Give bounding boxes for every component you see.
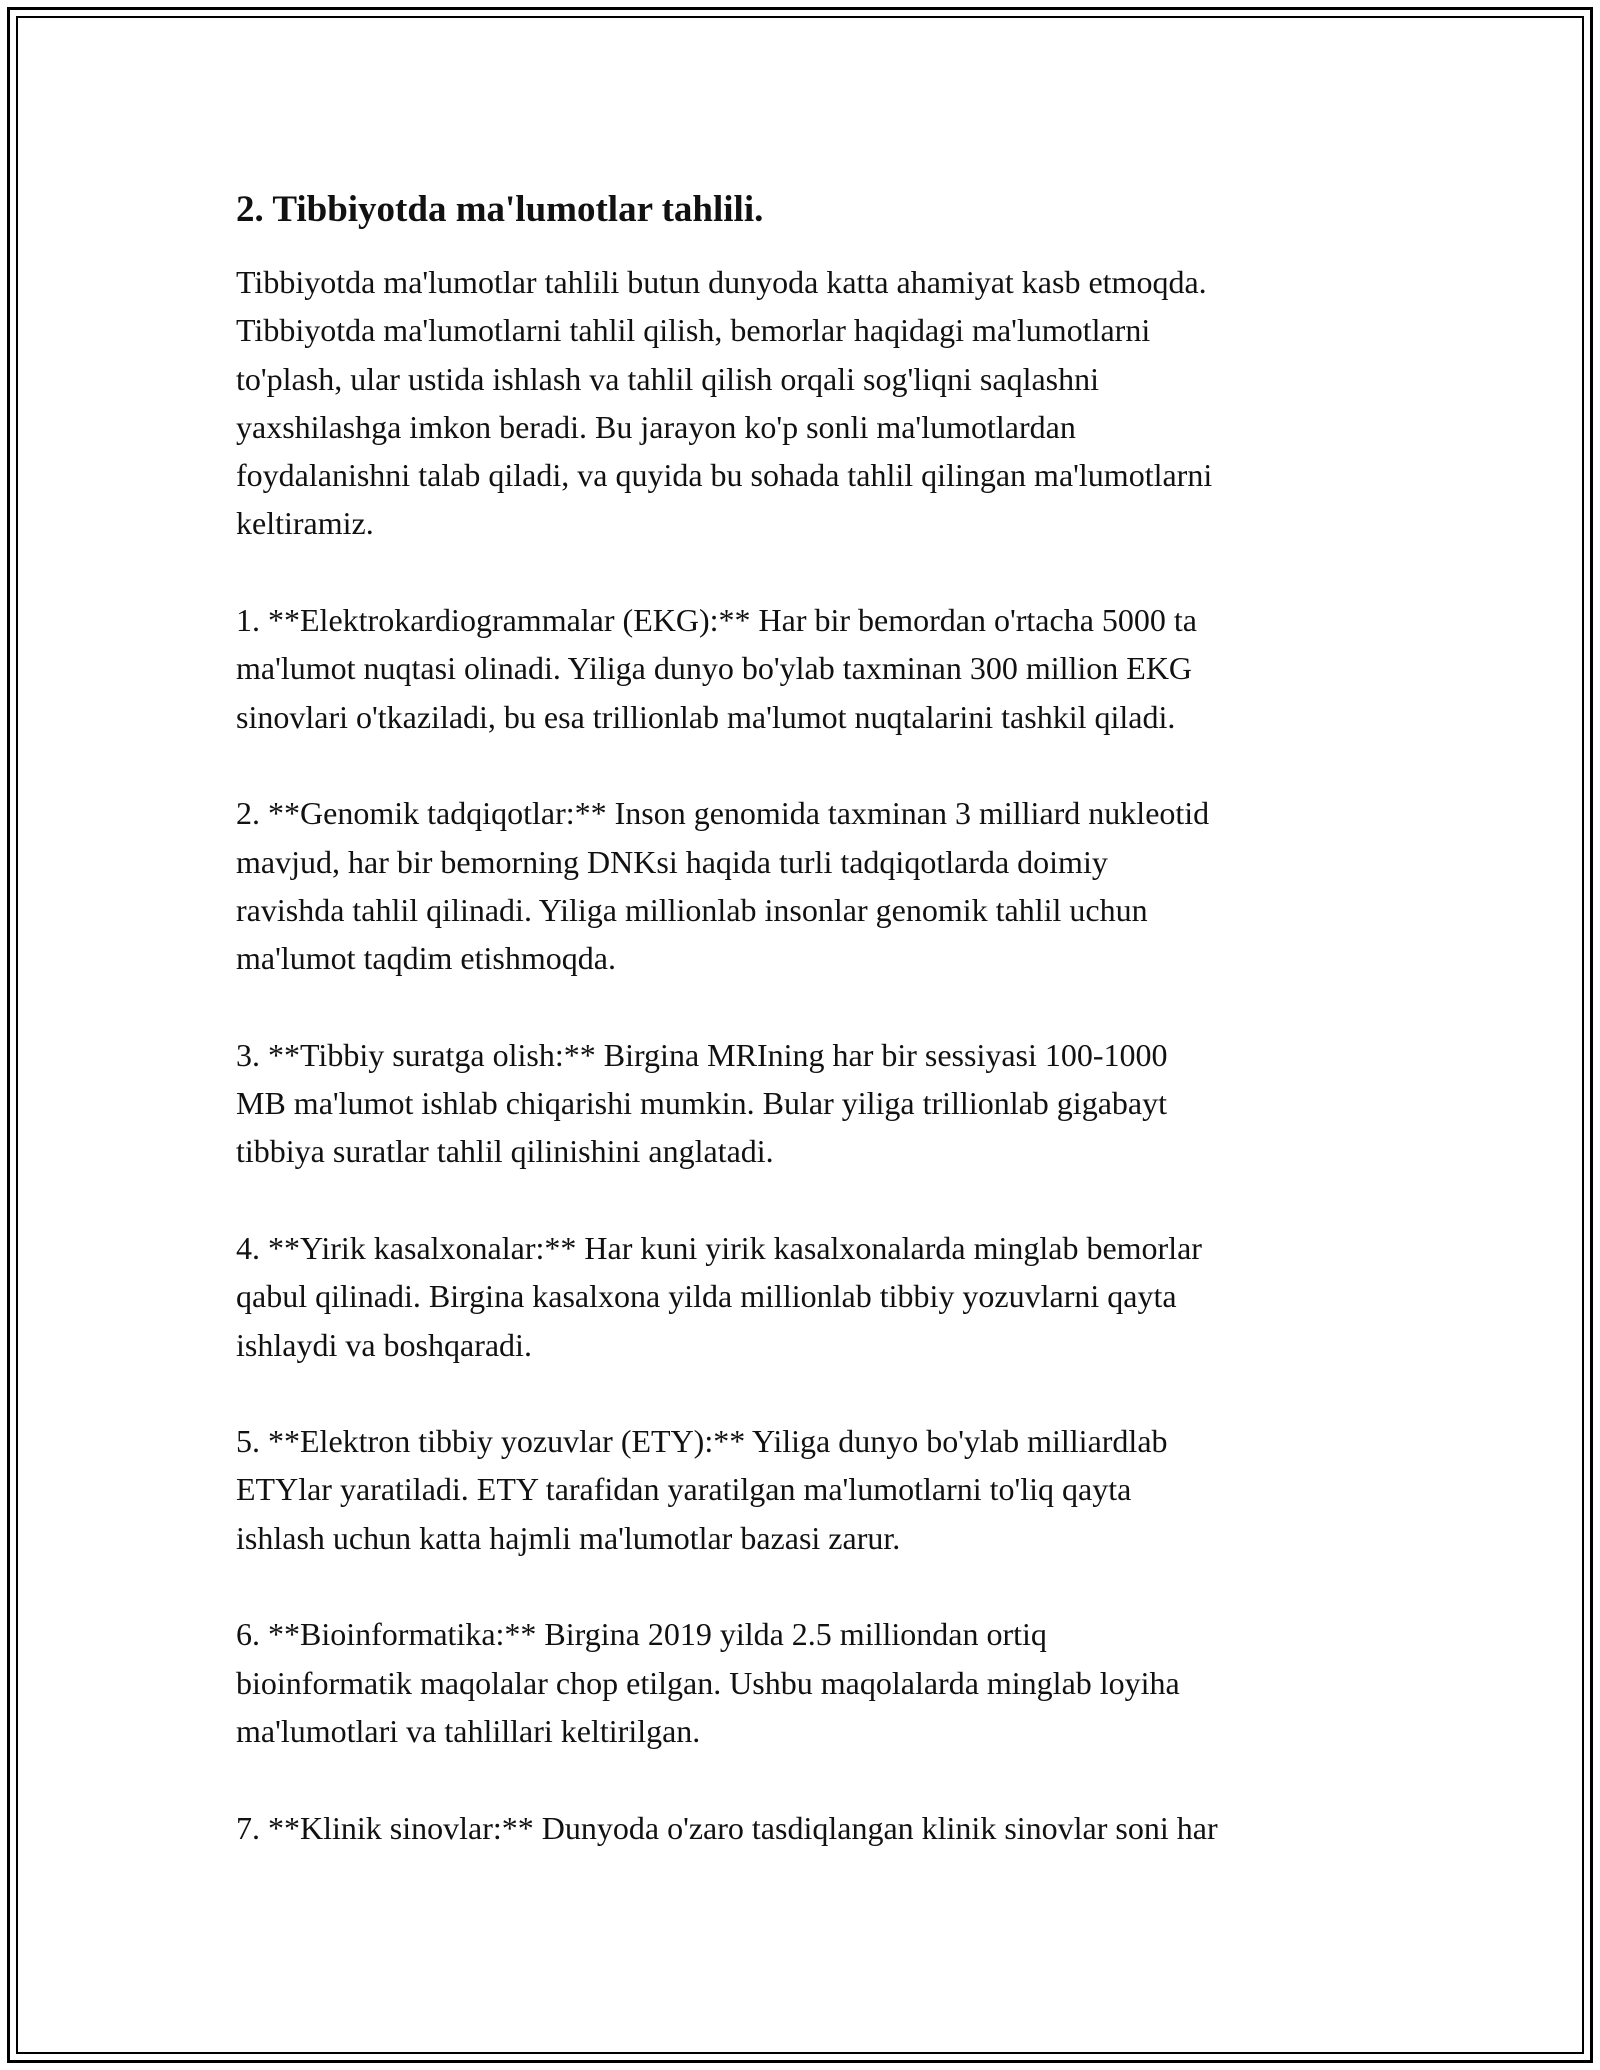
list-item-klinik-sinovlar (236, 1804, 1376, 1852)
list-item-line: ma'lumot nuqtasi olinadi. Yiliga dunyo bo'ylab taxminan 300 million EKG (236, 650, 1193, 687)
list-item-suratga-olish (236, 1031, 1376, 1176)
list-item-bioinformatika (236, 1610, 1376, 1755)
list-item-line: 2. **Genomik tadqiqotlar:** Inson genomida taxminan 3 milliard nukleotid (236, 795, 1210, 832)
paragraph-gap (236, 548, 1376, 596)
intro-paragraph (236, 258, 1376, 548)
list-item-ety (236, 1417, 1376, 1562)
list-item-line: mavjud, har bir bemorning DNKsi haqida turli tadqiqotlarda doimiy (236, 843, 1108, 880)
list-item-genomik (236, 789, 1376, 982)
list-item-line: ravishda tahlil qilinadi. Yiliga millionlab insonlar genomik tahlil uchun (236, 891, 1148, 928)
list-item-line: 6. **Bioinformatika:** Birgina 2019 yilda 2.5 milliondan ortiq (236, 1616, 1047, 1653)
list-item-line: 5. **Elektron tibbiy yozuvlar (ETY):** Yiliga dunyo bo'ylab milliardlab (236, 1423, 1168, 1460)
list-item-kasalxonalar (236, 1224, 1376, 1369)
list-item-line: ishlash uchun katta hajmli ma'lumotlar bazasi zarur. (236, 1519, 901, 1556)
document-body (236, 186, 1376, 1852)
list-item-line: bioinformatik maqolalar chop etilgan. Ushbu maqolalarda minglab loyiha (236, 1664, 1180, 1701)
list-item-line: 4. **Yirik kasalxonalar:** Har kuni yirik kasalxonalarda minglab bemorlar (236, 1229, 1202, 1266)
paragraph-gap (236, 1369, 1376, 1417)
paragraph-gap (236, 741, 1376, 789)
section-heading: 2. Tibbiyotda ma'lumotlar tahlili. (236, 189, 764, 230)
paragraph-gap (236, 1755, 1376, 1803)
paragraph-gap (236, 1176, 1376, 1224)
intro-line: Tibbiyotda ma'lumotlarni tahlil qilish, bemorlar haqidagi ma'lumotlarni (236, 312, 1151, 349)
list-item-line: qabul qilinadi. Birgina kasalxona yilda millionlab tibbiy yozuvlarni qayta (236, 1278, 1177, 1315)
paragraph-gap (236, 982, 1376, 1030)
intro-line: yaxshilashga imkon beradi. Bu jarayon ko'p sonli ma'lumotlardan (236, 408, 1076, 445)
list-item-line: 7. **Klinik sinovlar:** Dunyoda o'zaro tasdiqlangan klinik sinovlar soni har (236, 1809, 1218, 1846)
intro-line: to'plash, ular ustida ishlash va tahlil qilish orqali sog'liqni saqlashni (236, 360, 1099, 397)
list-item-line: ETYlar yaratiladi. ETY tarafidan yaratilgan ma'lumotlarni to'liq qayta (236, 1471, 1132, 1508)
list-item-line: ma'lumot taqdim etishmoqda. (236, 940, 616, 977)
intro-line: keltiramiz. (236, 505, 374, 542)
intro-line: foydalanishni talab qiladi, va quyida bu sohada tahlil qilingan ma'lumotlarni (236, 457, 1213, 494)
list-item-line: ishlaydi va boshqaradi. (236, 1326, 532, 1363)
list-item-line: 3. **Tibbiy suratga olish:** Birgina MRIning har bir sessiyasi 100-1000 (236, 1036, 1168, 1073)
paragraph-gap (236, 1562, 1376, 1610)
list-item-line: 1. **Elektrokardiogrammalar (EKG):** Har bir bemordan o'rtacha 5000 ta (236, 602, 1197, 639)
list-item-ekg (236, 596, 1376, 741)
list-item-line: sinovlari o'tkaziladi, bu esa trillionlab ma'lumot nuqtalarini tashkil qiladi. (236, 698, 1176, 735)
list-item-line: ma'lumotlari va tahlillari keltirilgan. (236, 1712, 701, 1749)
list-item-line: MB ma'lumot ishlab chiqarishi mumkin. Bular yiliga trillionlab gigabayt (236, 1085, 1167, 1122)
intro-line: Tibbiyotda ma'lumotlar tahlili butun dunyoda katta ahamiyat kasb etmoqda. (236, 264, 1207, 300)
list-item-line: tibbiya suratlar tahlil qilinishini anglatadi. (236, 1133, 774, 1170)
